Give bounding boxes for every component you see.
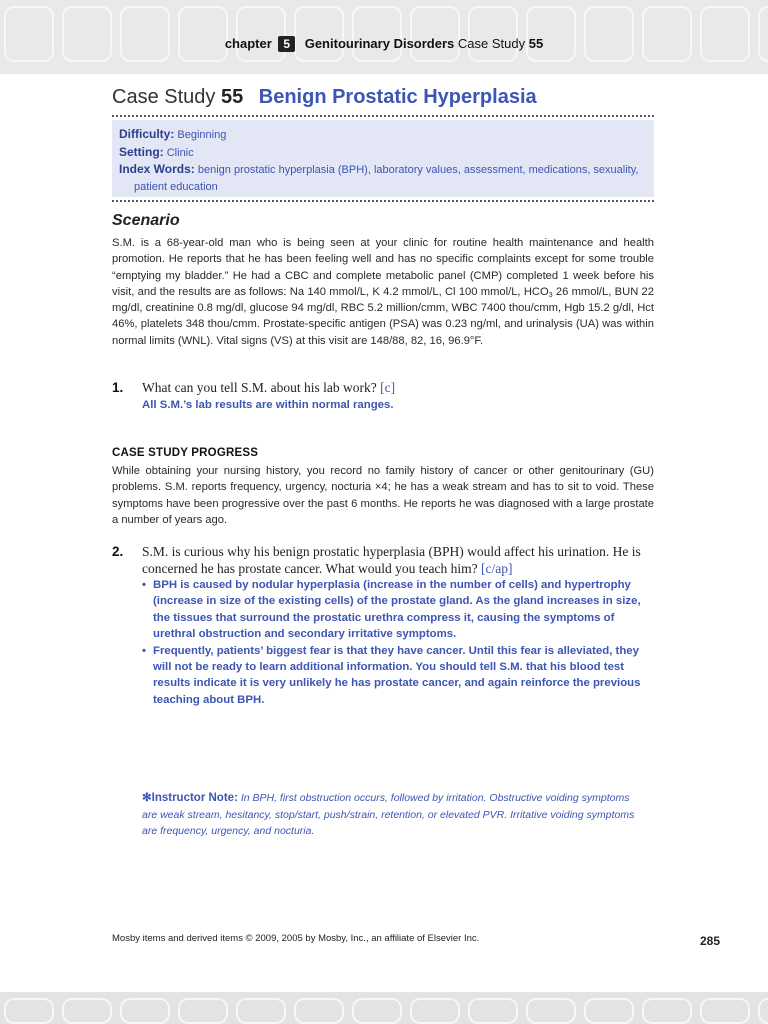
case-number: 55 [528, 36, 544, 51]
setting-row [119, 144, 646, 162]
index-words-label: Index Words: [119, 162, 195, 176]
scenario-text-part1: S.M. is a 68-year-old man who is being seen at your clinic for routine health maintenance and health promotion. He reports that he has been feeling well and has no specific complaints except for some trouble “emptying my bladder.” He had a CBC and complete metabolic panel (CMP) completed 1 week before his visit, and the results are as follows: Na 140 mmol/L, K 4.2 mmol/L, Cl 100 mmol/L, HCO [112, 237, 654, 298]
setting-value: Clinic [166, 146, 194, 159]
progress-heading: CASE STUDY PROGRESS [112, 447, 259, 459]
question-1-prompt: What can you tell S.M. about his lab work? [142, 380, 377, 395]
asterisk-icon: ✻ [142, 792, 152, 804]
bullet-dot: • [142, 579, 146, 591]
chapter-word: chapter [224, 36, 272, 51]
chapter-title: Genitourinary Disorders [304, 36, 455, 51]
info-divider [112, 200, 654, 202]
scenario-heading: Scenario [112, 212, 180, 229]
difficulty-row [119, 126, 646, 144]
instructor-note [142, 790, 642, 840]
setting-label: Setting: [119, 144, 164, 159]
question-2-number: 2. [112, 544, 124, 559]
question-1 [112, 380, 657, 413]
question-1-tag: [c] [380, 380, 396, 395]
answer-bullet-1-text: BPH is caused by nodular hyperplasia (increase in the number of cells) and hypertrophy (increase in size of the existing cells) of the prostate gland. As the gland increases in size, the tissues that surround the prostatic urethra compress it, causing the symptoms of urethral obstruction and secondary irritative symptoms. [153, 579, 641, 641]
case-label: Case Study [457, 36, 526, 51]
question-1-text [142, 380, 657, 397]
instructor-note-label: Instructor Note: [151, 792, 238, 804]
progress-text: While obtaining your nursing history, you record no family history of cancer or other genitourinary (GU) problems. S.M. reports frequency, urgency, nocturia ×4; he has a weak stream and has to sit to void. These symptoms have been progressive over the past 6 months. He reports he was diagnosed with a large prostate a number of years ago. [112, 465, 654, 526]
title-divider [112, 115, 654, 117]
title-number: 55 [220, 86, 244, 108]
chapter-number-badge: 5 [278, 36, 295, 52]
answer-bullet-2-text: Frequently, patients’ biggest fear is that they have cancer. Until this fear is alleviated, they will not be ready to learn additional information. You should tell S.M. that his blood test results indicate it is very unlikely he has prostate cancer, and again reinforce the previous teaching about BPH. [153, 644, 641, 706]
question-2-tag: [c/ap] [481, 560, 513, 576]
page-title [112, 86, 537, 109]
index-words-row [119, 161, 646, 195]
question-1-answer: All S.M.’s lab results are within normal ranges. [142, 398, 394, 411]
bottom-decorative-band [0, 992, 768, 1024]
difficulty-value: Beginning [177, 129, 227, 141]
info-box [112, 120, 654, 197]
running-header [0, 36, 768, 52]
bullet-dot: • [142, 644, 146, 657]
answer-bullet [142, 577, 657, 643]
case-title: Benign Prostatic Hyperplasia [258, 86, 537, 108]
title-prefix: Case Study [112, 86, 216, 108]
scenario-text-part2: 26 mmol/L, BUN 22 mg/dl, creatinine 0.8 mg/dl, glucose 94 mg/dl, RBC 5.2 million/cmm, WBC 7400 thou/cmm, Hgb 15.2 g/dl, Hct 46%, platelets 348 thou/cmm. Prostate-specific antigen (PSA) was 0.23 ng/ml, and urinalysis (UA) was within normal limits (WNL). Vital signs (VS) at this visit are 148/88, 82, 16, 96.9°F. [112, 285, 654, 347]
question-2-prompt: S.M. is curious why his benign prostatic hyperplasia (BPH) would affect his urination. He is concerned he has prostate cancer. What would you teach him? [142, 544, 641, 576]
question-1-number: 1. [112, 380, 124, 395]
question-2-text [142, 544, 657, 577]
scenario-text [112, 235, 654, 349]
instructor-note-text: In BPH, first obstruction occurs, followed by irritation. Obstructive voiding symptoms are weak stream, hesitancy, stop/start, push/strain, retention, or elevated PVR. Irritative voiding symptoms are frequency, urgency, and nocturia. [142, 792, 635, 837]
index-words-value: benign prostatic hyperplasia (BPH), laboratory values, assessment, medications, sexuality, patient education [134, 164, 639, 193]
difficulty-label: Difficulty: [119, 127, 175, 141]
answer-bullet [142, 643, 657, 709]
question-2 [112, 544, 657, 708]
copyright-footer: Mosby items and derived items © 2009, 2005 by Mosby, Inc., an affiliate of Elsevier Inc. [112, 933, 480, 944]
scenario-subscript: 3 [548, 291, 553, 299]
page-number: 285 [700, 934, 721, 948]
